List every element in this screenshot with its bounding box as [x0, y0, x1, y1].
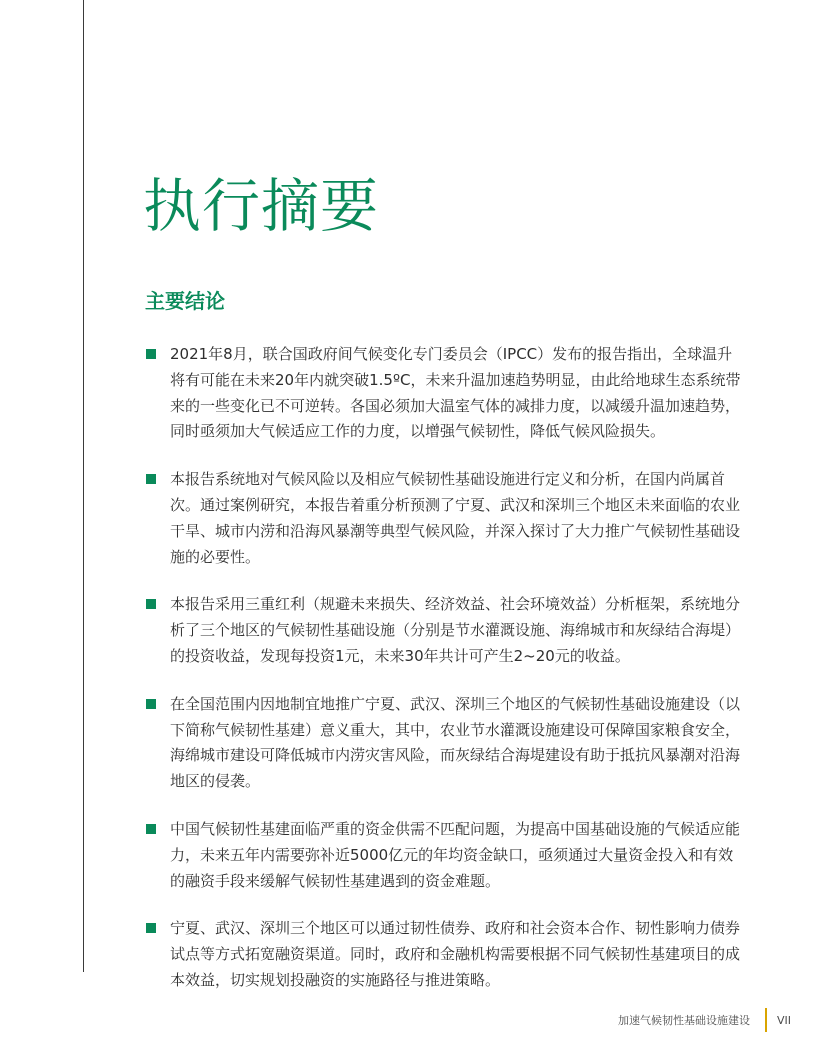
finding-text: 中国气候韧性基建面临严重的资金供需不匹配问题，为提高中国基础设施的气候适应能力，未来五年内需要弥补近5000亿元的年均资金缺口，亟须通过大量资金投入和有效的融资手段来缓解气候韧性基建遇到的资金难题。	[170, 819, 741, 890]
page-footer	[618, 1008, 791, 1032]
square-bullet-icon	[146, 599, 156, 609]
square-bullet-icon	[146, 699, 156, 709]
findings-list	[145, 342, 745, 1016]
page-number: VII	[776, 1013, 791, 1027]
margin-rule	[83, 0, 84, 972]
section-heading: 主要结论	[145, 289, 225, 313]
finding-text: 本报告采用三重红利（规避未来损失、经济效益、社会环境效益）分析框架，系统地分析了三个地区的气候韧性基础设施（分别是节水灌溉设施、海绵城市和灰绿结合海堤）的投资收益，发现每投资1元，未来30年共计可产生2~20元的收益。	[170, 595, 741, 665]
list-item	[145, 342, 745, 445]
list-item	[145, 916, 745, 993]
page-title: 执行摘要	[143, 172, 380, 240]
square-bullet-icon	[146, 923, 156, 933]
square-bullet-icon	[146, 349, 156, 359]
square-bullet-icon	[146, 474, 156, 484]
list-item	[145, 467, 745, 570]
footer-divider	[765, 1008, 767, 1032]
finding-text: 宁夏、武汉、深圳三个地区可以通过韧性债券、政府和社会资本合作、韧性影响力债券试点等方式拓宽融资渠道。同时，政府和金融机构需要根据不同气候韧性基建项目的成本效益，切实规划投融资的实施路径与推进策略。	[170, 919, 741, 989]
footer-report-title: 加速气候韧性基础设施建设	[617, 1014, 750, 1027]
finding-text: 在全国范围内因地制宜地推广宁夏、武汉、深圳三个地区的气候韧性基础设施建设（以下简称气候韧性基建）意义重大，其中，农业节水灌溉设施建设可保障国家粮食安全，海绵城市建设可降低城市内涝灾害风险，而灰绿结合海堤建设有助于抵抗风暴潮对沿海地区的侵袭。	[170, 694, 741, 791]
list-item	[145, 692, 745, 795]
list-item	[145, 817, 745, 894]
finding-text: 本报告系统地对气候风险以及相应气候韧性基础设施进行定义和分析，在国内尚属首次。通过案例研究，本报告着重分析预测了宁夏、武汉和深圳三个地区未来面临的农业干旱、城市内涝和沿海风暴潮等典型气候风险，并深入探讨了大力推广气候韧性基础设施的必要性。	[170, 470, 741, 566]
list-item	[145, 592, 745, 669]
square-bullet-icon	[146, 824, 156, 834]
finding-text: 2021年8月，联合国政府间气候变化专门委员会（IPCC）发布的报告指出，全球温升将有可能在未来20年内就突破1.5ºC，未来升温加速趋势明显，由此给地球生态系统带来的一些变化已不可逆转。各国必须加大温室气体的减排力度，以减缓升温加速趋势，同时亟须加大气候适应工作的力度，以增强气候韧性，降低气候风险损失。	[170, 345, 741, 441]
